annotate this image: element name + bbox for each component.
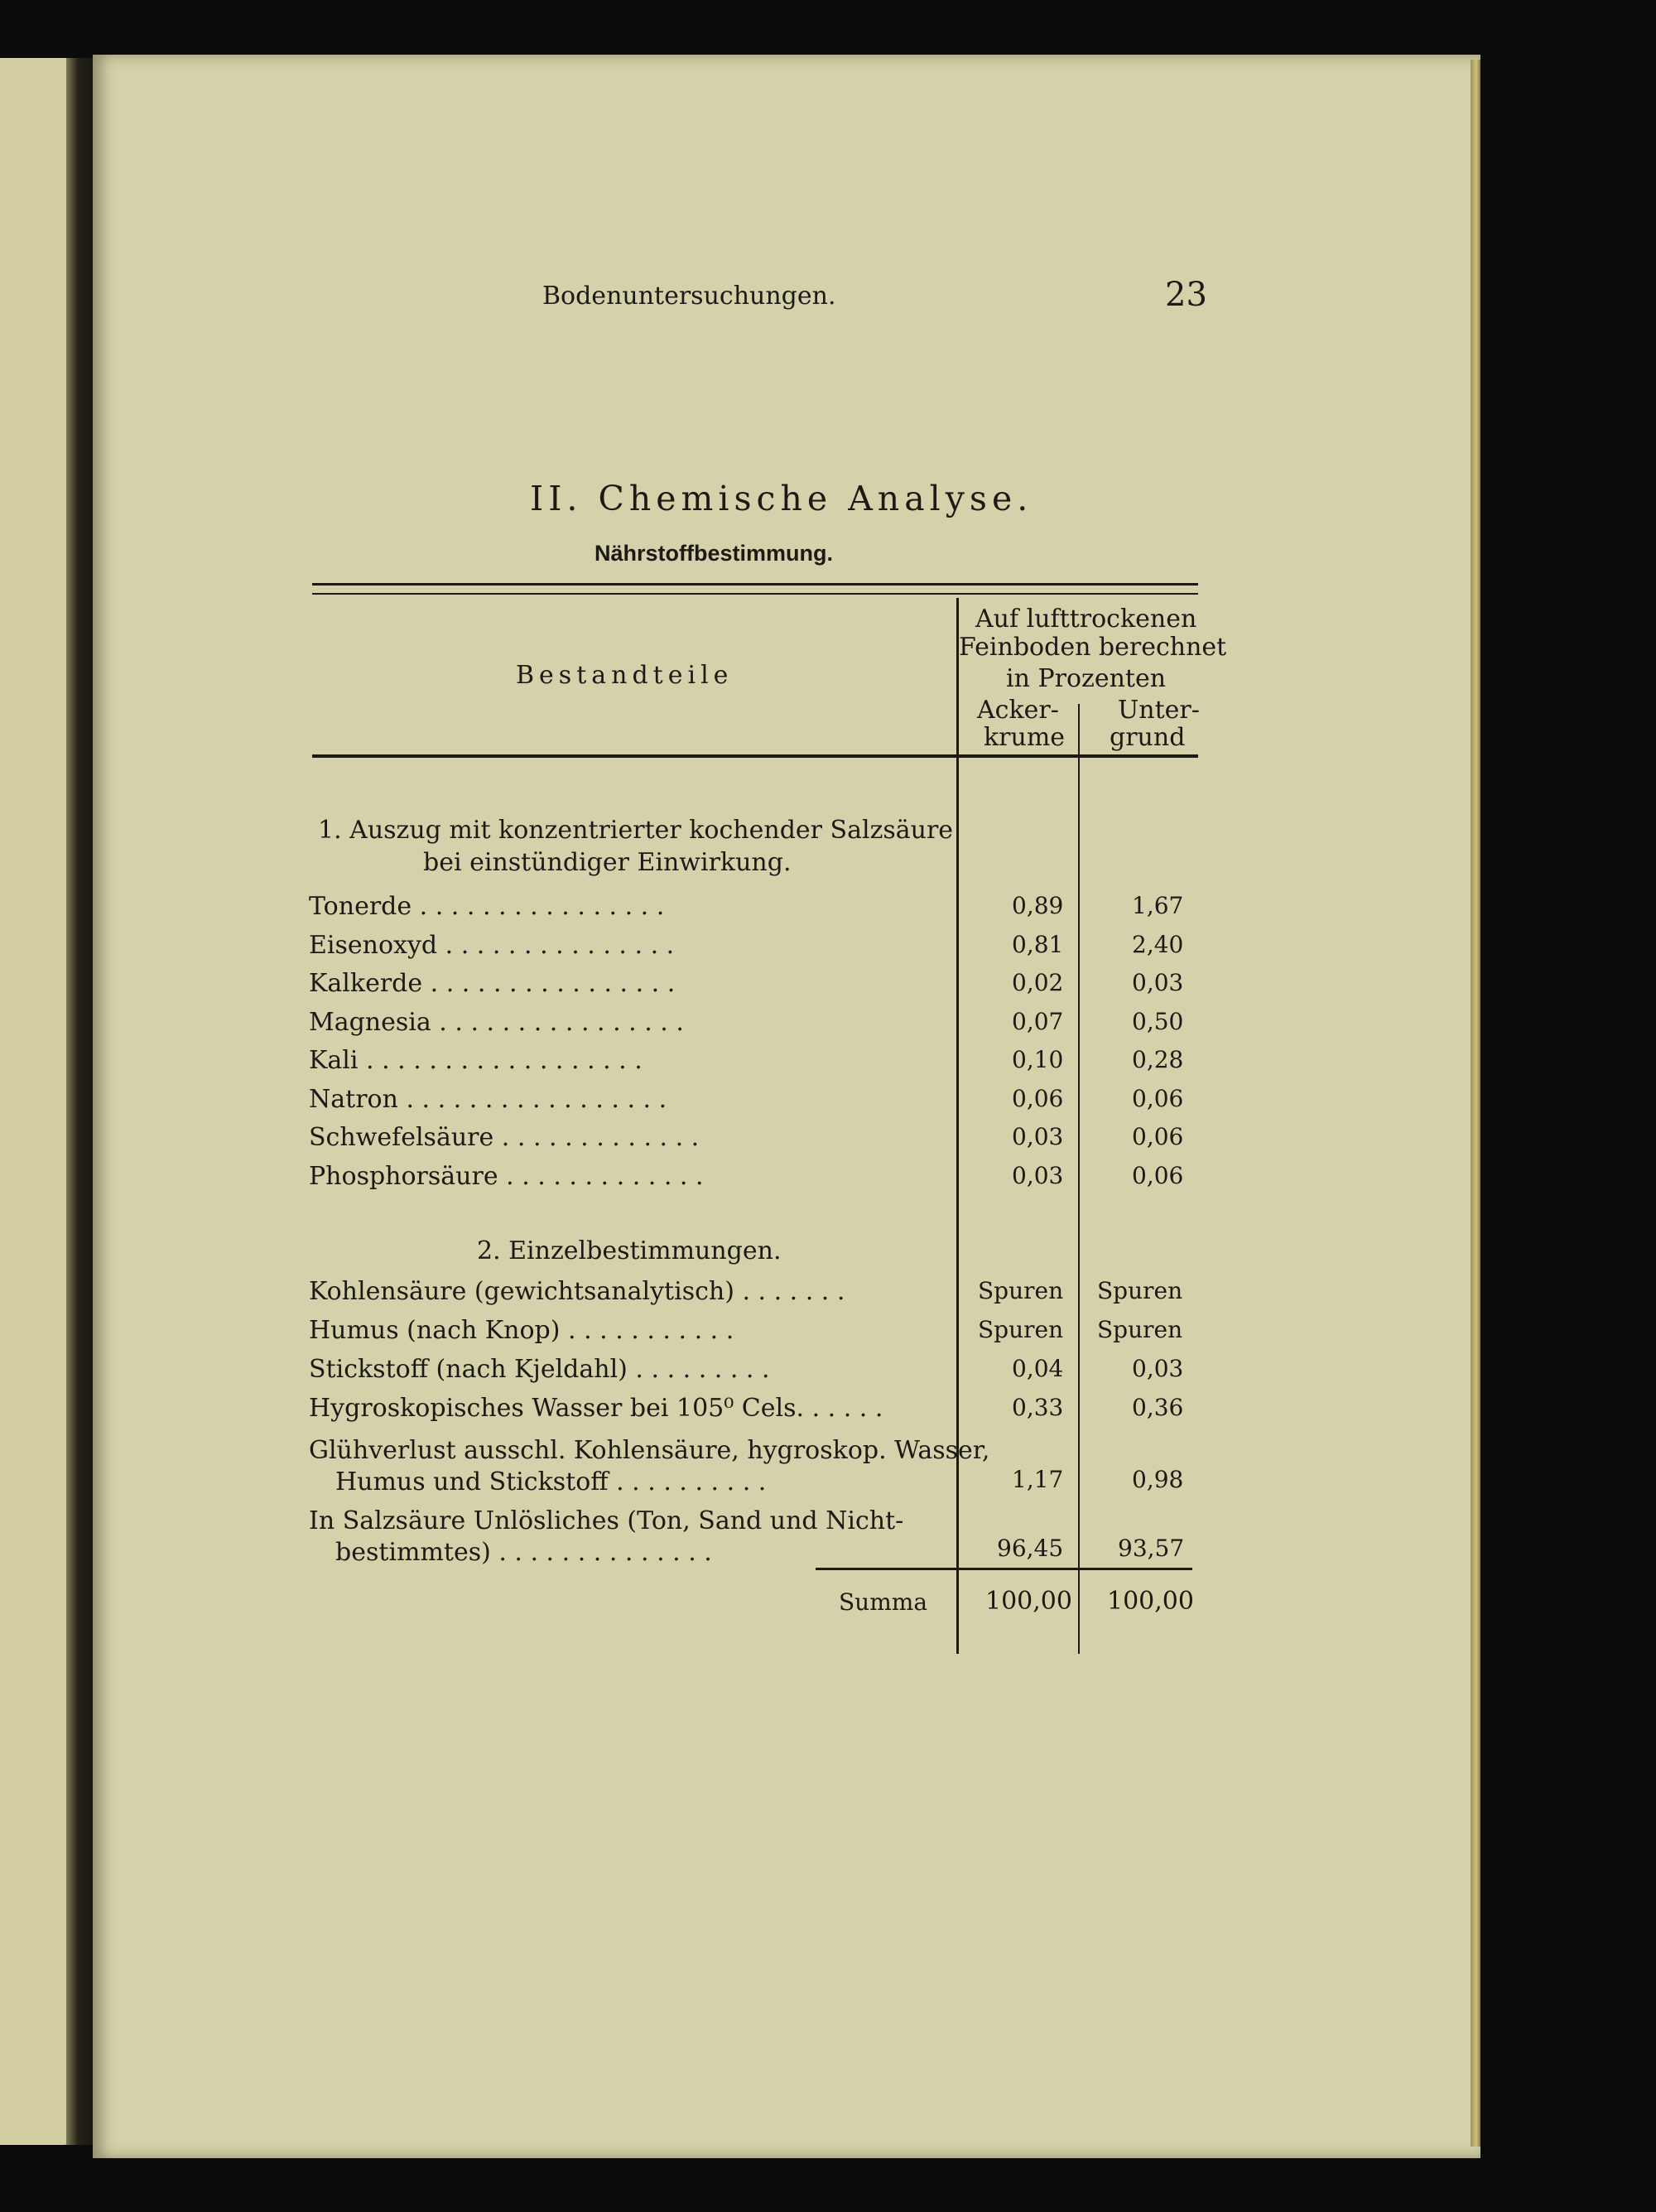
unloesliches-ackerkrume: 96,45 <box>997 1535 1064 1562</box>
table-cell-ackerkrume: 0,06 <box>1012 1085 1064 1112</box>
gluehverlust-line-2: Humus und Stickstoff . . . . . . . . . . <box>335 1467 767 1496</box>
table-row-label: Eisenoxyd . . . . . . . . . . . . . . . <box>309 931 675 960</box>
group-2-title: 2. Einzelbestimmungen. <box>477 1236 782 1265</box>
unloesliches-untergrund: 93,57 <box>1118 1535 1185 1562</box>
table-cell-untergrund: 1,67 <box>1132 892 1184 919</box>
group-1-title: 1. Auszug mit konzentrierter kochender Salzsäure <box>318 816 954 845</box>
table-cell-untergrund: 0,03 <box>1132 969 1184 996</box>
table-cell-ackerkrume: 0,33 <box>1012 1394 1064 1421</box>
table-cell-ackerkrume: Spuren <box>978 1277 1064 1304</box>
table-cell-untergrund: 0,06 <box>1132 1162 1184 1189</box>
table-cell-untergrund: 0,06 <box>1132 1085 1184 1112</box>
section-title: II. Chemische Analyse. <box>530 479 1033 518</box>
gluehverlust-line-1: Glühverlust ausschl. Kohlensäure, hygroskop. Wasser, <box>309 1436 990 1465</box>
table-cell-untergrund: 0,36 <box>1132 1394 1184 1421</box>
table-cell-ackerkrume: 0,03 <box>1012 1162 1064 1189</box>
summa-untergrund: 100,00 <box>1107 1587 1194 1616</box>
table-row-label: Schwefelsäure . . . . . . . . . . . . . <box>309 1123 700 1152</box>
table-row-label: Tonerde . . . . . . . . . . . . . . . . <box>309 892 665 921</box>
table-row-label: Kohlensäure (gewichtsanalytisch) . . . . . . . <box>309 1277 845 1306</box>
running-head: Bodenuntersuchungen. <box>542 282 836 311</box>
header-feinboden: Feinboden berechnet <box>959 633 1227 662</box>
table-row-label: Natron . . . . . . . . . . . . . . . . . <box>309 1085 667 1114</box>
header-in-prozenten: in Prozenten <box>1006 664 1167 693</box>
group-1-subtitle: bei einstündiger Einwirkung. <box>423 848 792 877</box>
table-cell-untergrund: 0,03 <box>1132 1355 1184 1382</box>
page-number: 23 <box>1165 276 1207 314</box>
header-auf: Auf lufttrockenen <box>975 605 1197 634</box>
table-row-label: Kalkerde . . . . . . . . . . . . . . . . <box>309 969 676 998</box>
unloesliches-line-1: In Salzsäure Unlösliches (Ton, Sand und Nicht- <box>309 1506 904 1535</box>
column-divider <box>956 598 959 1654</box>
table-row-label: Kali . . . . . . . . . . . . . . . . . . <box>309 1046 643 1075</box>
table-top-rule <box>312 583 1198 586</box>
table-cell-untergrund: Spuren <box>1097 1277 1183 1304</box>
subtitle: Nährstoffbestimmung. <box>595 541 834 566</box>
table-cell-ackerkrume: 0,81 <box>1012 931 1064 958</box>
table-cell-untergrund: 0,28 <box>1132 1046 1184 1073</box>
header-unter-1: Unter- <box>1118 696 1200 725</box>
page-stack-edge <box>1471 60 1480 2147</box>
subcolumn-divider <box>1078 704 1080 1654</box>
gluehverlust-untergrund: 0,98 <box>1132 1466 1184 1493</box>
table-header-rule <box>312 754 1198 758</box>
table-cell-ackerkrume: 0,02 <box>1012 969 1064 996</box>
table-cell-untergrund: 2,40 <box>1132 931 1184 958</box>
header-acker-1: Acker- <box>977 696 1059 725</box>
book-page <box>93 55 1480 2158</box>
table-cell-untergrund: Spuren <box>1097 1316 1183 1343</box>
table-cell-ackerkrume: 0,89 <box>1012 892 1064 919</box>
table-row-label: Hygroskopisches Wasser bei 105⁰ Cels. . . . . . <box>309 1394 883 1423</box>
table-row-label: Magnesia . . . . . . . . . . . . . . . . <box>309 1008 684 1037</box>
gluehverlust-ackerkrume: 1,17 <box>1012 1466 1064 1493</box>
table-top-rule-thin <box>312 593 1198 595</box>
table-cell-untergrund: 0,50 <box>1132 1008 1184 1035</box>
summa-rule <box>816 1568 1192 1570</box>
header-acker-2: krume <box>984 723 1066 752</box>
table-cell-ackerkrume: Spuren <box>978 1316 1064 1343</box>
header-bestandteile: Bestandteile <box>516 661 734 690</box>
summa-ackerkrume: 100,00 <box>985 1587 1072 1616</box>
table-row-label: Stickstoff (nach Kjeldahl) . . . . . . . . . <box>309 1355 770 1384</box>
unloesliches-line-2: bestimmtes) . . . . . . . . . . . . . . <box>335 1538 712 1567</box>
header-unter-2: grund <box>1110 723 1186 752</box>
summa-label: Summa <box>839 1588 928 1616</box>
table-cell-ackerkrume: 0,07 <box>1012 1008 1064 1035</box>
table-cell-untergrund: 0,06 <box>1132 1123 1184 1150</box>
table-row-label: Humus (nach Knop) . . . . . . . . . . . <box>309 1316 734 1345</box>
table-cell-ackerkrume: 0,04 <box>1012 1355 1064 1382</box>
table-cell-ackerkrume: 0,03 <box>1012 1123 1064 1150</box>
table-row-label: Phosphorsäure . . . . . . . . . . . . . <box>309 1162 704 1191</box>
previous-page-strip <box>0 58 76 2145</box>
table-cell-ackerkrume: 0,10 <box>1012 1046 1064 1073</box>
